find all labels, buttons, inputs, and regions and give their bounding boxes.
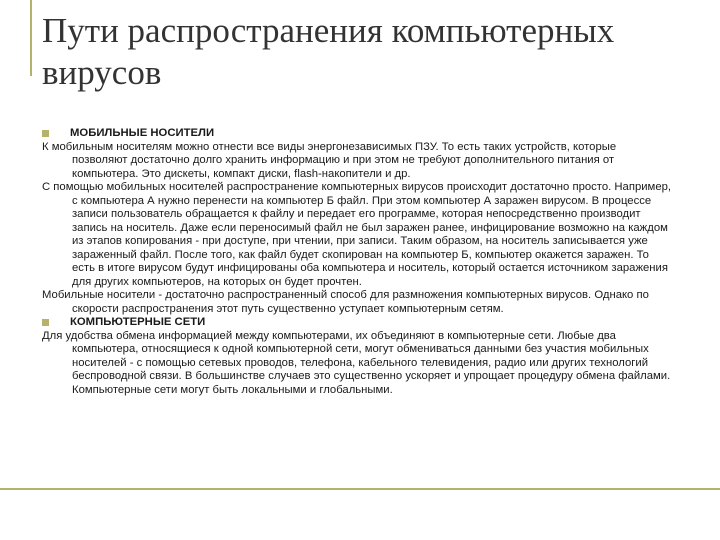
slide-title: Пути распространения компьютерных вирусов <box>42 11 615 92</box>
slide-body <box>42 127 672 397</box>
section-heading-computer-networks <box>42 316 672 330</box>
paragraph: К мобильным носителям можно отнести все виды энергонезависимых ПЗУ. То есть таких устройств, которые позволяют достаточно долго хранить информацию и при этом не требуют дополнительного питания от компьютера. Это дискеты, компакт диски, flash-накопители и др. <box>42 140 617 180</box>
paragraph: С помощью мобильных носителей распространение компьютерных вирусов происходит достаточно просто. Например, с компьютера А нужно перенести на компьютер Б файл. При этом компьютер А заражен вирусом. В процессе записи пользователь обращается к файлу и передает его программе, которая непосредственно производит запись на носитель. Даже если переносимый файл не был заражен ранее, инфицирование возможно на каждом из этапов копирования - при доступе, при чтении, при записи. Таким образом, на носитель записывается уже зараженный файл. После того, как файл будет скопирован на компьютер Б, компьютер окажется заражен. То есть в итоге вирусом будут инфицированы оба компьютера и носитель, который остается источником заражения для других компьютеров, на которых он будет прочтен. <box>42 181 672 288</box>
section-heading-mobile-media <box>42 127 672 141</box>
section-heading-text: КОМПЬЮТЕРНЫЕ СЕТИ <box>70 316 206 328</box>
accent-vertical-line <box>30 0 32 76</box>
square-bullet-icon <box>42 130 49 137</box>
square-bullet-icon <box>42 319 49 326</box>
paragraph: Мобильные носители - достаточно распространенный способ для размножения компьютерных вирусов. Однако по скорости распространения этот путь существенно уступает компьютерным сетям. <box>42 289 649 315</box>
paragraph: Для удобства обмена информацией между компьютерами, их объединяют в компьютерные сети. Любые два компьютера, относящиеся к одной компьютерной сети, могут обмениваться данными без участия мобильных носителей - с помощью сетевых проводов, телефона, кабельного телевидения, радио или других технологий беспроводной связи. В большинстве случаев это существенно ускоряет и упрощает процедуру обмена файлами. Компьютерные сети могут быть локальными и глобальными. <box>42 329 671 396</box>
accent-horizontal-line <box>0 488 720 490</box>
section-heading-text: МОБИЛЬНЫЕ НОСИТЕЛИ <box>70 127 215 139</box>
